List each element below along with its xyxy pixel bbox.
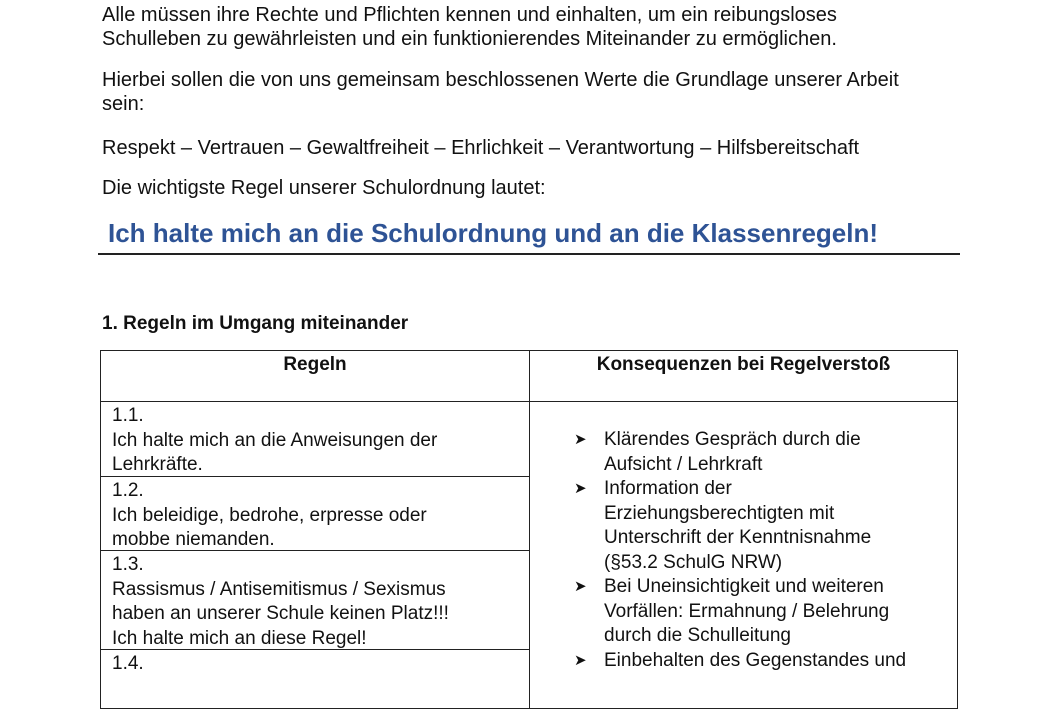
- intro-paragraph-2: [102, 68, 962, 116]
- rule-line: haben an unserer Schule keinen Platz!!!: [112, 603, 449, 624]
- table-header-consequences: [529, 350, 958, 402]
- table-row-rule-1-4: [100, 649, 530, 709]
- intro-p1-line1: Alle müssen ihre Rechte und Pflichten kennen und einhalten, um ein reibungsloses: [102, 4, 837, 26]
- table-header-rules: [100, 350, 530, 402]
- rule-text: [112, 553, 449, 651]
- rule-line: Ich halte mich an diese Regel!: [112, 627, 367, 649]
- table-row-rule-1-1: [100, 401, 530, 477]
- header-label-consequences: Konsequenzen bei Regelverstoß: [596, 354, 891, 375]
- consequence-line: Unterschrift der Kenntnisnahme: [604, 527, 872, 548]
- intro-p2-line2: sein:: [102, 93, 145, 115]
- section-title: 1. Regeln im Umgang miteinander: [102, 313, 409, 334]
- intro-p2-line1: Hierbei sollen die von uns gemeinsam beschlossenen Werte die Grundlage unserer Arbeit: [102, 69, 899, 91]
- rule-number: 1.2.: [112, 480, 144, 501]
- consequence-line: Information der: [604, 478, 732, 499]
- rule-line: Ich halte mich an die Anweisungen der: [112, 429, 438, 451]
- rule-number: 1.3.: [112, 554, 144, 575]
- main-rule-headline: Ich halte mich an die Schulordnung und an die Klassenregeln!: [108, 218, 879, 248]
- consequence-line: Klärendes Gespräch durch die: [604, 429, 861, 450]
- rule-text: [112, 404, 437, 478]
- arrowhead-bullet-icon: ➤: [574, 578, 587, 595]
- arrowhead-bullet-icon: ➤: [574, 431, 587, 448]
- consequence-line: durch die Schulleitung: [604, 625, 791, 646]
- intro-p1-line2: Schulleben zu gewährleisten und ein funktionierendes Miteinander zu ermöglichen.: [102, 28, 837, 50]
- list-item: [574, 575, 906, 649]
- horizontal-divider: [98, 253, 960, 255]
- rule-intro: Die wichtigste Regel unserer Schulordnung lautet:: [102, 177, 546, 199]
- consequence-line: Aufsicht / Lehrkraft: [604, 453, 763, 475]
- consequence-line: Erziehungsberechtigten mit: [604, 502, 835, 524]
- consequence-line: Vorfällen: Ermahnung / Belehrung: [604, 600, 890, 622]
- table-row-rule-1-2: [100, 476, 530, 551]
- consequence-line: Bei Uneinsichtigkeit und weiteren: [604, 576, 884, 597]
- table-row-rule-1-3: [100, 550, 530, 650]
- list-item: [574, 428, 906, 477]
- rule-number: 1.1.: [112, 405, 144, 426]
- rule-line: Ich beleidige, bedrohe, erpresse oder: [112, 504, 427, 526]
- consequences-list: [574, 428, 906, 673]
- rules-table: [100, 350, 958, 690]
- rule-text: [112, 652, 144, 677]
- consequence-line: Einbehalten des Gegenstandes und: [604, 649, 907, 671]
- consequence-line: (§53.2 SchulG NRW): [604, 551, 783, 573]
- header-label-rules: Regeln: [283, 354, 347, 375]
- list-item: [574, 477, 906, 575]
- arrowhead-bullet-icon: ➤: [574, 480, 587, 497]
- rule-line: Rassismus / Antisemitismus / Sexismus: [112, 578, 446, 600]
- list-item: [574, 649, 906, 674]
- values-line: Respekt – Vertrauen – Gewaltfreiheit – Ehrlichkeit – Verantwortung – Hilfsbereitschaft: [102, 137, 860, 159]
- arrowhead-bullet-icon: ➤: [574, 651, 587, 669]
- rule-line: mobbe niemanden.: [112, 529, 275, 550]
- rule-text: [112, 479, 427, 553]
- rule-line: Lehrkräfte.: [112, 454, 203, 475]
- intro-paragraph-1: [102, 3, 962, 51]
- rule-number: 1.4.: [112, 653, 144, 674]
- table-cell-consequences: [529, 401, 958, 709]
